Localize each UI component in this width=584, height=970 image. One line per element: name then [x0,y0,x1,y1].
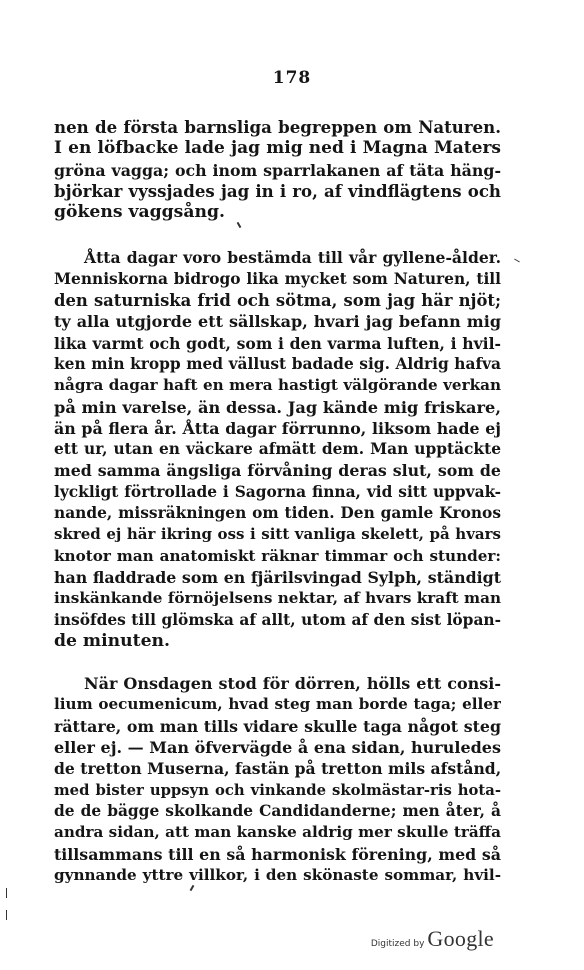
text-line: nande, missräkningen om tiden. Den gamle Kronos [54,504,501,523]
text-line: rättare, om man tills vidare skulle taga något steg [54,716,501,736]
text-line: med bister uppsyn och vinkande skolmästar-ris hota- [54,781,501,799]
google-logo: Google [427,926,494,951]
text-line: ken min kropp med vällust badade sig. Aldrig hafva [54,354,501,373]
text-line: knotor man anatomiskt räknar timmar och stunder: [54,546,501,565]
text-line: gynnande yttre villkor, i den skönaste sommar, hvil- [54,865,501,884]
text-line: ett ur, utan en väckare afmätt dem. Man upptäckte [54,440,501,459]
text-line: de de bägge skolkande Candidanderne; men åter, å [54,801,501,820]
body-text [54,117,501,886]
text-line: med samma ängsliga förvåning deras slut, som de [54,461,501,481]
digitized-label: Digitized by [370,939,425,949]
page-number: 178 [272,68,312,88]
text-line: gröna vagga; och inom sparrlakanen af täta häng- [54,160,501,180]
text-line: än på flera år. Åtta dagar förrunno, liksom hade ej [54,418,501,438]
paragraph-spacer [54,652,501,673]
text-line: nen de första barnsliga begreppen om Naturen. [54,117,501,137]
text-line: Menniskorna bidrogo lika mycket som Naturen, till [54,269,501,288]
text-line: skred ej här ikring oss i sitt vanliga skelett, på hvars [54,525,501,544]
text-line: tillsammans till en så harmonisk förening, med så [54,844,501,864]
text-line: lium oecumenicum, hvad steg man borde taga; eller [54,695,501,714]
text-line: När Onsdagen stod för dörren, hölls ett consi- [84,674,501,694]
text-line: ty alla utgjorde ett sällskap, hvari jag befann mig [54,312,501,332]
text-line: gökens vaggsång. [54,202,225,223]
text-line: I en löfbacke lade jag mig ned i Magna Maters [54,138,501,159]
scan-speck [6,888,7,898]
paragraph-2 [54,247,501,652]
text-line: han fladdrade som en fjärilsvingad Sylph, ständigt [54,567,501,587]
text-line: på min varelse, än dessa. Jag kände mig friskare, [54,397,501,417]
text-line: Åtta dagar voro bestämda till vår gyllene-ålder. [84,248,501,268]
text-line: den saturniska frid och sötma, som jag här njöt; [54,291,501,311]
scan-speck [6,910,7,920]
paragraph-spacer [54,223,501,247]
text-line: inskänkande förnöjelsens nektar, af hvars kraft man [54,589,501,608]
text-line: insöfdes till glömska af allt, utom af den sist löpan- [54,610,501,629]
text-line: björkar vyssjades jag in i ro, af vindflägtens och [54,180,501,201]
digitized-by-google-watermark [371,926,494,952]
text-line: de minuten. [54,630,170,651]
text-line: några dagar haft en mera hastigt välgörande verkan [54,376,501,395]
text-line: eller ej. — Man öfvervägde å ena sidan, huruledes [54,738,501,758]
paragraph-1 [54,117,501,223]
paragraph-3 [54,673,501,886]
text-line: andra sidan, att man kanske aldrig mer skulle träffa [54,823,501,842]
text-line: lika varmt och godt, som i den varma luften, i hvil- [54,333,501,353]
scan-speck [514,259,520,263]
text-line: de tretton Muserna, fastän på tretton mils afstånd, [54,759,501,779]
text-line: lyckligt förtrollade i Sagorna finna, vid sitt uppvak- [54,482,501,501]
